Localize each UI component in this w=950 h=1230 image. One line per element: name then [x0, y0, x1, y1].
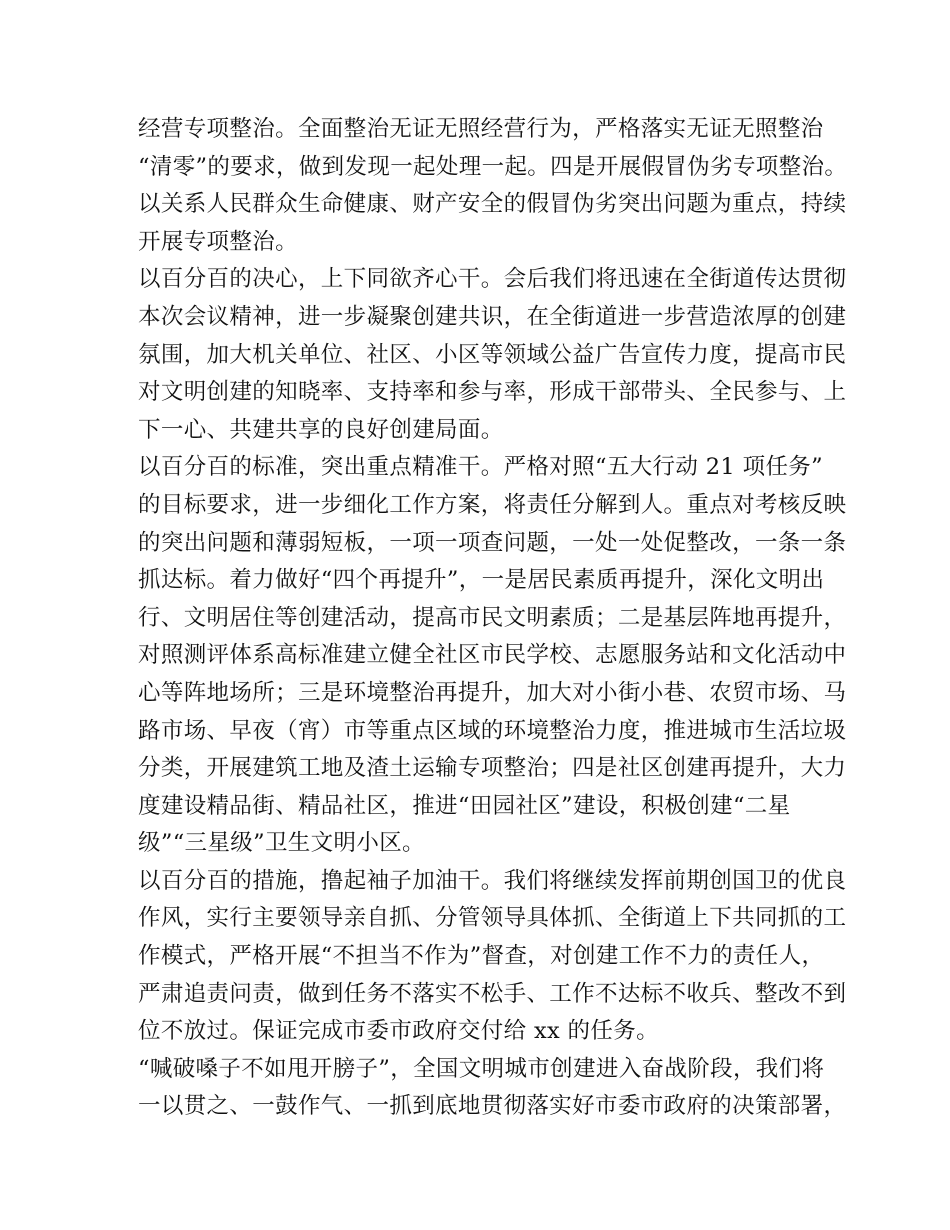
text-line: 对照测评体系高标准建立健全社区市民学校、志愿服务站和文化活动中 [138, 642, 847, 669]
text-line: 作模式，严格开展“不担当不作为”督查，对创建工作不力的责任人， [138, 943, 825, 970]
text-line: “喊破嗓子不如甩开膀子”，全国文明城市创建进入奋战阶段，我们将 [138, 1055, 825, 1082]
text-line: 以关系人民群众生命健康、财产安全的假冒伪劣突出问题为重点，持续 [138, 191, 847, 218]
text-line: 对文明创建的知晓率、支持率和参与率，形成干部带头、全民参与、上 [138, 379, 847, 406]
document-body [138, 111, 848, 1126]
text-line: 开展专项整治。 [138, 228, 298, 255]
text-line: 严肃追责问责，做到任务不落实不松手、工作不达标不收兵、整改不到 [138, 980, 847, 1007]
text-line: 度建设精品街、精品社区，推进“田园社区”建设，积极创建“二星 [138, 792, 791, 819]
text-line: 级”“三星级”卫生文明小区。 [138, 830, 425, 857]
text-line: 下一心、共建共享的良好创建局面。 [138, 416, 504, 443]
text-line: 抓达标。着力做好“四个再提升”，一是居民素质再提升，深化文明出 [138, 567, 825, 594]
text-line: 的目标要求，进一步细化工作方案，将责任分解到人。重点对考核反映 [138, 491, 847, 518]
text-line: 本次会议精神，进一步凝聚创建共识，在全街道进一步营造浓厚的创建 [138, 303, 847, 330]
text-line: 以百分百的措施，撸起袖子加油干。我们将继续发挥前期创国卫的优良 [138, 867, 847, 894]
text-line: 分类，开展建筑工地及渣土运输专项整治；四是社区创建再提升，大力 [138, 755, 847, 782]
text-line: 经营专项整治。全面整治无证无照经营行为，严格落实无证无照整治 [138, 116, 824, 142]
text-line: 位不放过。保证完成市委市政府交付给 xx 的任务。 [138, 1018, 659, 1045]
text-line: 一以贯之、一鼓作气、一抓到底地贯彻落实好市委市政府的决策部署， [138, 1093, 847, 1120]
text-line: 作风，实行主要领导亲自抓、分管领导具体抓、全街道上下共同抓的工 [138, 905, 847, 932]
text-line: 行、文明居住等创建活动，提高市民文明素质；二是基层阵地再提升， [138, 604, 847, 631]
text-line: 路市场、早夜（宵）市等重点区域的环境整治力度，推进城市生活垃圾 [138, 717, 847, 744]
text-line: 心等阵地场所；三是环境整治再提升，加大对小街小巷、农贸市场、马 [138, 679, 847, 706]
text-line: 以百分百的决心，上下同欲齐心干。会后我们将迅速在全街道传达贯彻 [138, 266, 847, 293]
text-line: 氛围，加大机关单位、社区、小区等领域公益广告宣传力度，提高市民 [138, 341, 847, 368]
text-line: 的突出问题和薄弱短板，一项一项查问题，一处一处促整改，一条一条 [138, 529, 847, 556]
text-line: 以百分百的标准，突出重点精准干。严格对照“五大行动 21 项任务” [138, 454, 823, 481]
text-line: “清零”的要求，做到发现一起处理一起。四是开展假冒伪劣专项整治。 [138, 153, 848, 180]
